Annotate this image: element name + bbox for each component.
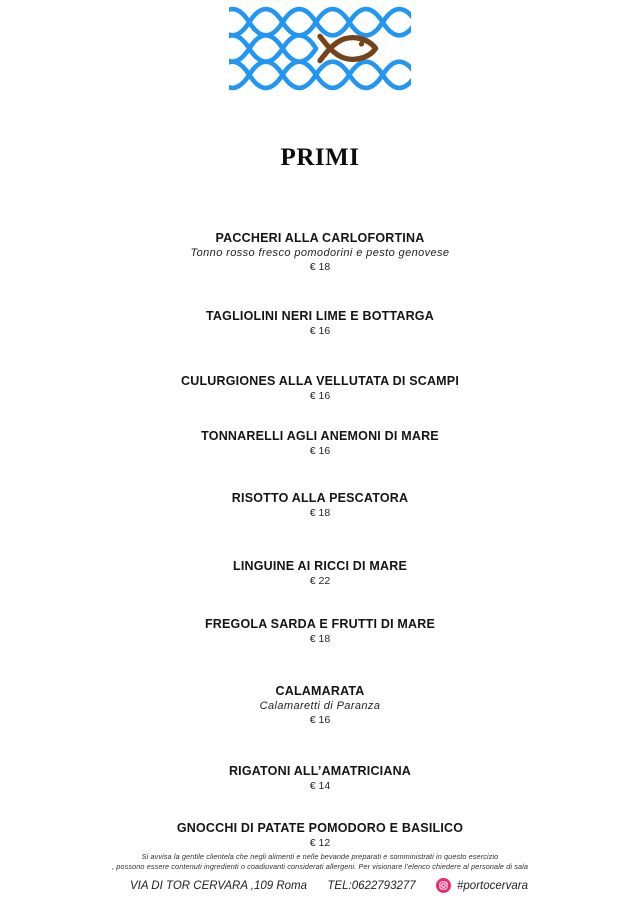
dish-name: LINGUINE AI RICCI DI MARE xyxy=(233,559,407,573)
dish-price: € 22 xyxy=(309,575,331,587)
dish-name: TONNARELLI AGLI ANEMONI DI MARE xyxy=(201,429,439,443)
dish-name: TAGLIOLINI NERI LIME E BOTTARGA xyxy=(206,309,434,323)
phone-text: TEL:0622793277 xyxy=(327,879,416,892)
dish-name: PACCHERI ALLA CARLOFORTINA xyxy=(215,231,425,245)
contact-footer xyxy=(130,878,528,893)
dish-name: GNOCCHI DI PATATE POMODORO E BASILICO xyxy=(176,821,464,835)
dish-price: € 16 xyxy=(309,714,331,726)
dish-name: RIGATONI ALL’AMATRICIANA xyxy=(228,764,412,778)
disclaimer-line-2: , possono essere contenuti ingredienti o coadiuvanti considerati allergeni. Per visionare l’elenco chiedere al personale di sala xyxy=(112,862,528,871)
menu-item xyxy=(0,230,640,274)
social-handle xyxy=(436,878,528,893)
allergen-disclaimer xyxy=(0,852,640,872)
dish-name: CULURGIONES ALLA VELLUTATA DI SCAMPI xyxy=(180,374,460,388)
address-text: VIA DI TOR CERVARA ,109 Roma xyxy=(130,879,308,892)
dish-price: € 16 xyxy=(309,325,331,337)
dish-price: € 14 xyxy=(309,780,331,792)
dish-price: € 18 xyxy=(309,507,331,519)
dish-description: Tonno rosso fresco pomodorini e pesto genovese xyxy=(190,247,450,259)
dish-price: € 18 xyxy=(309,633,331,645)
dish-price: € 12 xyxy=(309,837,331,849)
disclaimer-line-1: Si avvisa la gentile clientela che negli alimenti e nelle bevande preparati e somministrati in questo esercizio xyxy=(141,852,499,861)
social-handle-text: #portocervara xyxy=(457,879,528,892)
dish-price: € 18 xyxy=(309,261,331,273)
dish-price: € 16 xyxy=(309,390,331,402)
dish-name: FREGOLA SARDA E FRUTTI DI MARE xyxy=(204,617,436,631)
dish-name: RISOTTO ALLA PESCATORA xyxy=(231,491,409,505)
menu-item xyxy=(0,490,640,520)
menu-item xyxy=(0,373,640,403)
page-title: PRIMI xyxy=(280,144,360,171)
menu-item xyxy=(0,308,640,338)
menu-item xyxy=(0,683,640,727)
dish-description: Calamaretti di Paranza xyxy=(259,700,381,712)
dish-name: CALAMARATA xyxy=(275,684,365,698)
menu-item xyxy=(0,763,640,793)
menu-item xyxy=(0,616,640,646)
dish-price: € 16 xyxy=(309,445,331,457)
instagram-icon xyxy=(436,878,451,893)
menu-item xyxy=(0,558,640,588)
menu-item xyxy=(0,428,640,458)
menu-item xyxy=(0,820,640,850)
